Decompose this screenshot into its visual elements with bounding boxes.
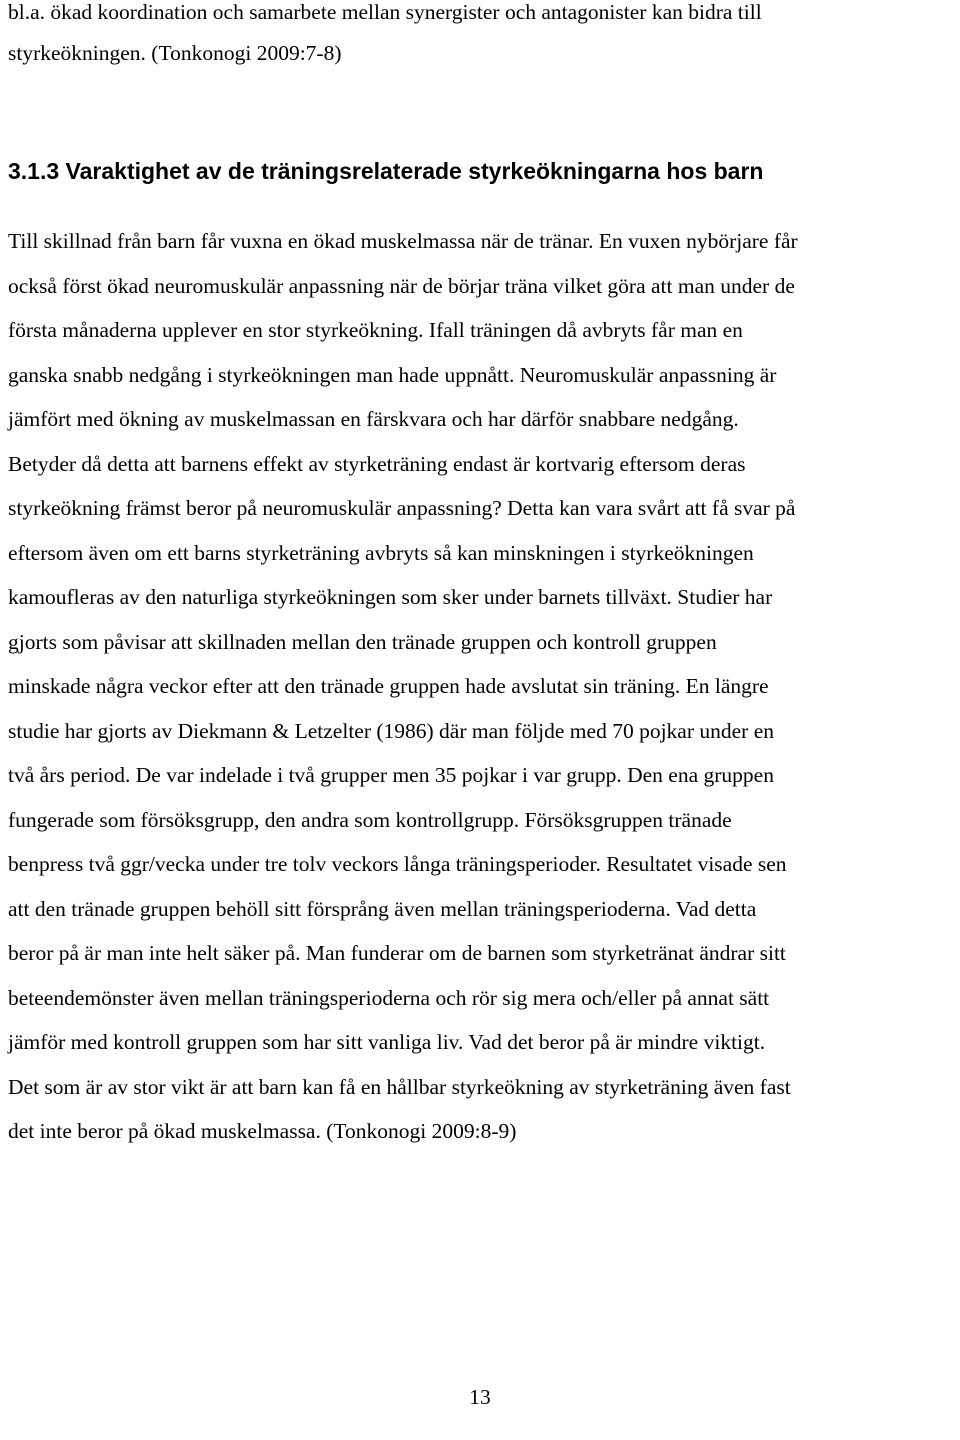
body-line: två års period. De var indelade i två grupper men 35 pojkar i var grupp. Den ena gruppen: [8, 763, 774, 787]
body-line: jämfört med ökning av muskelmassan en färskvara och har därför snabbare nedgång.: [8, 407, 739, 431]
body-line: Betyder då detta att barnens effekt av styrketräning endast är kortvarig eftersom deras: [8, 452, 746, 476]
body-line: också först ökad neuromuskulär anpassning när de börjar träna vilket göra att man under de: [8, 274, 795, 298]
body-line: Till skillnad från barn får vuxna en ökad muskelmassa när de tränar. En vuxen nybörjare får: [8, 229, 798, 253]
body-line: benpress två ggr/vecka under tre tolv veckors långa träningsperioder. Resultatet visade sen: [8, 852, 787, 876]
intro-line-2: styrkeökningen. (Tonkonogi 2009:7-8): [8, 41, 342, 65]
body-line: beror på är man inte helt säker på. Man funderar om de barnen som styrketränat ändrar sitt: [8, 941, 786, 965]
page-number: 13: [469, 1385, 491, 1409]
body-line: gjorts som påvisar att skillnaden mellan den tränade gruppen och kontroll gruppen: [8, 630, 717, 654]
body-line: studie har gjorts av Diekmann & Letzelter (1986) där man följde med 70 pojkar under en: [8, 719, 774, 743]
body-line: kamoufleras av den naturliga styrkeökningen som sker under barnets tillväxt. Studier har: [8, 585, 773, 609]
body-line: eftersom även om ett barns styrketräning avbryts så kan minskningen i styrkeökningen: [8, 541, 754, 565]
body-line: att den tränade gruppen behöll sitt försprång även mellan träningsperioderna. Vad detta: [8, 897, 757, 921]
body-line: Det som är av stor vikt är att barn kan få en hållbar styrkeökning av styrketräning även fast: [8, 1075, 791, 1099]
body-line: beteendemönster även mellan träningsperioderna och rör sig mera och/eller på annat sätt: [8, 986, 770, 1010]
intro-line-1: bl.a. ökad koordination och samarbete mellan synergister och antagonister kan bidra till: [8, 0, 762, 24]
section-heading: 3.1.3 Varaktighet av de träningsrelaterade styrkeökningarna hos barn: [8, 158, 764, 184]
body-line: det inte beror på ökad muskelmassa. (Tonkonogi 2009:8-9): [8, 1119, 517, 1143]
body-line: minskade några veckor efter att den tränade gruppen hade avslutat sin träning. En längre: [8, 674, 769, 698]
body-line: fungerade som försöksgrupp, den andra som kontrollgrupp. Försöksgruppen tränade: [8, 808, 732, 832]
body-line: styrkeökning främst beror på neuromuskulär anpassning? Detta kan vara svårt att få svar på: [8, 496, 796, 520]
body-line: jämför med kontroll gruppen som har sitt vanliga liv. Vad det beror på är mindre viktigt.: [8, 1030, 766, 1054]
body-line: ganska snabb nedgång i styrkeökningen man hade uppnått. Neuromuskulär anpassning är: [8, 363, 777, 387]
body-line: första månaderna upplever en stor styrkeökning. Ifall träningen då avbryts får man en: [8, 318, 743, 342]
